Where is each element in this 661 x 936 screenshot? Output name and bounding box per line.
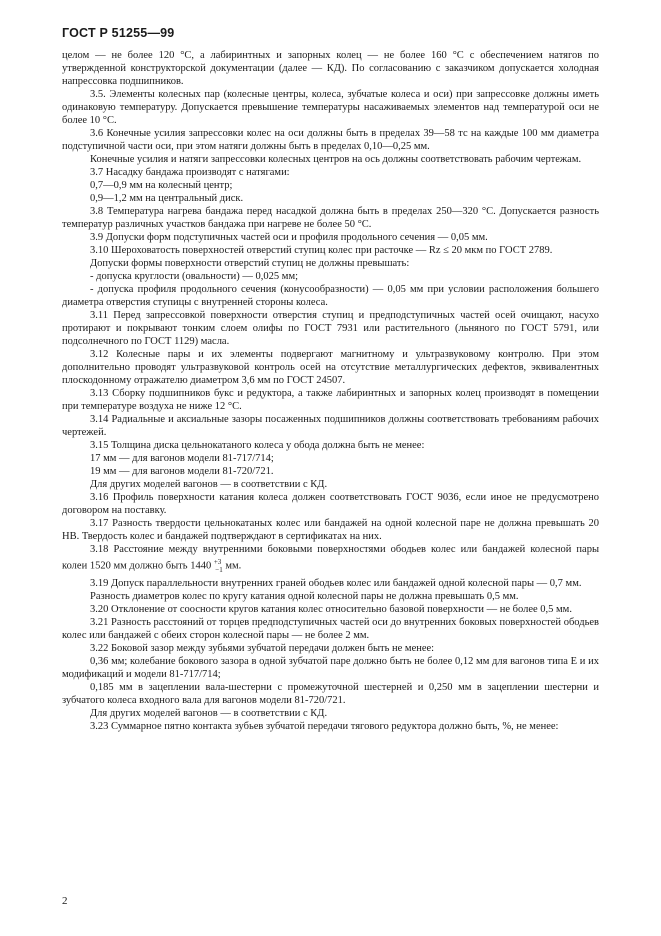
paragraph: Для других моделей вагонов — в соответствии с КД.	[90, 479, 328, 490]
page-number: 2	[62, 895, 68, 907]
paragraph: 3.12 Колесные пары и их элементы подвергают магнитному и ультразвуковому контролю. При этом дополнительно проводят ультразвуковой контроль осей на отсутствие металлургических дефектов, эквивалентных плоскодонному отражателю диаметром 3,6 мм по ГОСТ 24507.	[62, 349, 599, 386]
paragraph: 3.8 Температура нагрева бандажа перед насадкой должна быть в пределах 250—320 °С. Допускается разность температур различных участков бандажа при нагреве не более 50 °С.	[62, 206, 599, 230]
document-body	[62, 49, 599, 733]
paragraph: Конечные усилия и натяги запрессовки колесных центров на ось должны соответствовать рабочим чертежам.	[90, 154, 582, 165]
tolerance-upper: +3	[213, 558, 222, 566]
paragraph: 3.20 Отклонение от соосности кругов катания колес относительно базовой поверхности — не более 0,5 мм.	[90, 603, 572, 615]
paragraph-with-tolerance	[62, 543, 599, 577]
paragraph: Для других моделей вагонов — в соответствии с КД.	[90, 707, 328, 719]
tolerance-lower: −1	[215, 565, 223, 574]
paragraph: 3.9 Допуски форм подступичных частей оси и профиля продольного сечения — 0,05 мм.	[90, 232, 488, 243]
paragraph: 3.15 Толщина диска цельнокатаного колеса у обода должна быть не менее:	[90, 440, 425, 451]
paragraph: 3.7 Насадку бандажа производят с натягами:	[90, 167, 290, 178]
paragraph: 0,7—0,9 мм на колесный центр;	[90, 180, 233, 191]
paragraph: 3.21 Разность расстояний от торцев предподступичных частей оси до внутренних боковых поверхностей ободьев колес или бандажей с обеих сторон колесной пары — не более 2 мм.	[62, 616, 599, 641]
paragraph: - допуска профиля продольного сечения (конусообразности) — 0,05 мм при условии расположения большего диаметра отверстия ступицы с внутренней стороны колеса.	[62, 284, 599, 308]
paragraph: - допуска круглости (овальности) — 0,025 мм;	[90, 271, 299, 282]
paragraph: Разность диаметров колес по кругу катания одной колесной пары не должна превышать 0,5 мм.	[90, 590, 519, 602]
paragraph-text: 3.18 Расстояние между внутренними боковыми поверхностями ободьев колес или бандажей колесной пары колеи 1520 мм должно быть 1440	[62, 544, 599, 572]
paragraph: 0,9—1,2 мм на центральный диск.	[90, 193, 244, 204]
paragraph: 3.16 Профиль поверхности катания колеса должен соответствовать ГОСТ 9036, если иное не предусмотрено договором на поставку.	[62, 492, 599, 516]
paragraph: целом — не более 120 °С, а лабиринтных и запорных колец — не более 160 °С с обеспечением натягов по утвержденной конструкторской документации (далее — КД). По согласованию с заказчиком допускается холодная напрессовка подшипников.	[62, 50, 599, 87]
paragraph: 3.10 Шероховатость поверхностей отверстий ступиц колес при расточке — Rz ≤ 20 мкм по ГОСТ 2789.	[90, 245, 553, 256]
paragraph: 3.14 Радиальные и аксиальные зазоры посаженных подшипников должны соответствовать требованиям рабочих чертежей.	[62, 414, 599, 438]
paragraph: 3.19 Допуск параллельности внутренних граней ободьев колес или бандажей одной колесной пары — 0,7 мм.	[90, 577, 582, 589]
paragraph: 3.13 Сборку подшипников букс и редуктора, а также лабиринтных и запорных колец производят в помещении при температуре воздуха не ниже 12 °С.	[62, 388, 599, 412]
paragraph-unit: мм.	[225, 560, 242, 572]
document-header: ГОСТ Р 51255—99	[62, 26, 175, 40]
paragraph: 0,36 мм; колебание бокового зазора в одной зубчатой паре должно быть не более 0,12 мм для вагонов типа Е и их модификаций и модели 81-717/714;	[62, 655, 599, 680]
paragraph: 3.11 Перед запрессовкой поверхности отверстия ступиц и предподступичных частей осей очищают, насухо протирают и покрывают тонким слоем олифы по ГОСТ 7931 или растительного (льняного по ГОСТ 5791, или подсолнечного по ГОСТ 1129) масла.	[62, 310, 599, 347]
paragraph: 3.6 Конечные усилия запрессовки колес на оси должны быть в пределах 39—58 тс на каждые 100 мм диаметра подступичной части оси, при этом натяги должны быть в пределах 0,10—0,25 мм.	[62, 128, 599, 152]
paragraph: 17 мм — для вагонов модели 81-717/714;	[90, 453, 274, 464]
paragraph: 3.5. Элементы колесных пар (колесные центры, колеса, зубчатые колеса и оси) при запрессовке должны иметь одинаковую температуру. Допускается превышение температуры насаживаемых элементов над температурой оси не более 10 °С.	[62, 89, 599, 126]
paragraph: 0,185 мм в зацеплении вала-шестерни с промежуточной шестерней и 0,250 мм в зацеплении шестерни и зубчатого колеса входного вала для вагонов модели 81-720/721.	[62, 681, 599, 706]
paragraph: 19 мм — для вагонов модели 81-720/721.	[90, 466, 274, 477]
paragraph: Допуски формы поверхности отверстий ступиц не должны превышать:	[90, 258, 410, 269]
paragraph: 3.17 Разность твердости цельнокатаных колес или бандажей на одной колесной паре не должна превышать 20 НВ. Твердость колес и бандажей подтверждают в сертификатах на них.	[62, 518, 599, 542]
paragraph: 3.23 Суммарное пятно контакта зубьев зубчатой передачи тягового редуктора должно быть, %, не менее:	[90, 720, 559, 732]
paragraph: 3.22 Боковой зазор между зубьями зубчатой передачи должен быть не менее:	[90, 642, 435, 654]
